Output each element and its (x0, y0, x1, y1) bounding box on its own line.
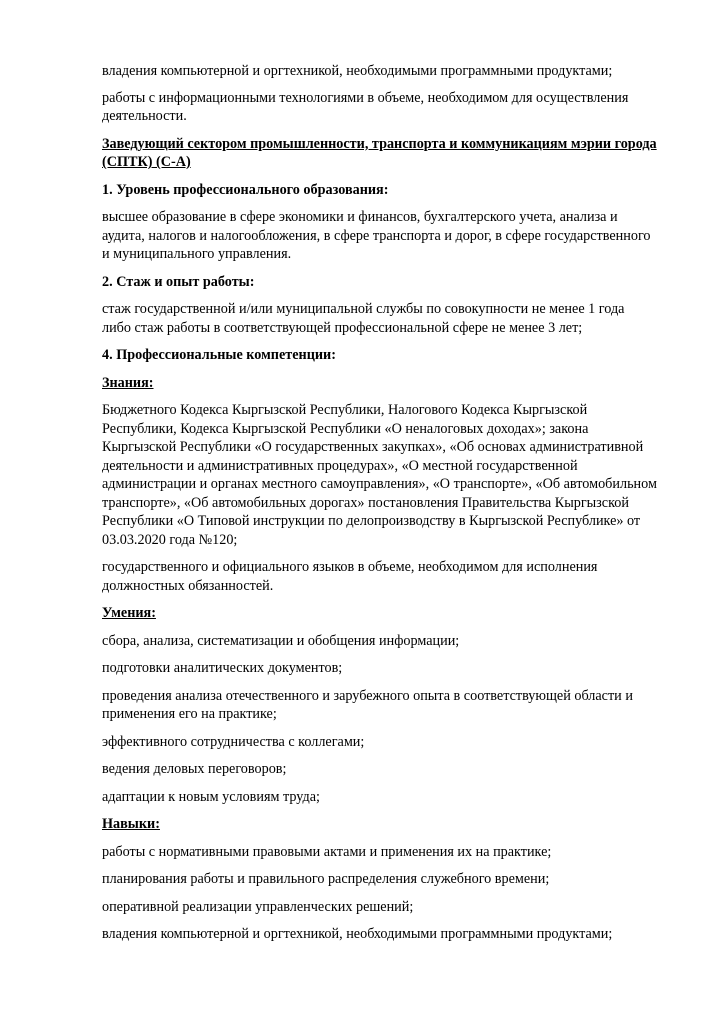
text-line: стаж государственной и/или муниципальной службы по совокупности не менее 1 года (102, 301, 625, 317)
paragraph-computer-skills (102, 62, 682, 81)
text-line: адаптации к новым условиям труда; (102, 788, 320, 805)
text-line: деятельности и административных процедурах», «О местной государственной (102, 457, 578, 474)
abilities-item (102, 870, 682, 889)
paragraph-it-skills (102, 89, 682, 126)
text-line: Заведующий сектором промышленности, транспорта и коммуникациям мэрии города (102, 135, 657, 152)
text-line: применения его на практике; (102, 706, 277, 722)
text-line: 03.03.2020 года №120; (102, 531, 238, 548)
text-line: эффективного сотрудничества с коллегами; (102, 733, 365, 750)
text-line: владения компьютерной и оргтехникой, необходимыми программными продуктами; (102, 63, 613, 79)
text-line: Знания: (102, 374, 154, 391)
text-line: работы с нормативными правовыми актами и применения их на практике; (102, 843, 552, 860)
text-line: Кыргызской Республики «О государственных закупках», «Об основах административной (102, 439, 644, 455)
text-line: 4. Профессиональные компетенции: (102, 347, 336, 363)
text-line: 1. Уровень профессионального образования: (102, 181, 389, 198)
text-line: 2. Стаж и опыт работы: (102, 273, 255, 290)
text-line: Навыки: (102, 816, 160, 832)
skills-item (102, 788, 682, 807)
text-line: деятельности. (102, 108, 187, 124)
text-line: либо стаж работы в соответствующей профессиональной сфере не менее 3 лет; (102, 319, 583, 336)
text-line: ведения деловых переговоров; (102, 761, 287, 777)
text-line: подготовки аналитических документов; (102, 660, 343, 676)
text-line: должностных обязанностей. (102, 577, 274, 594)
skills-item (102, 659, 682, 678)
abilities-item (102, 843, 682, 862)
skills-item (102, 760, 682, 779)
knowledge-legal-acts (102, 401, 682, 549)
text-line: планирования работы и правильного распределения служебного времени; (102, 871, 550, 887)
text-line: Бюджетного Кодекса Кыргызской Республики, Налогового Кодекса Кыргызской (102, 402, 588, 418)
text-line: Республики «О Типовой инструкции по делопроизводству в Кыргызской Республике» от (102, 513, 641, 529)
abilities-heading (102, 815, 682, 834)
text-line: (СПТК) (С-А) (102, 154, 191, 170)
text-line: оперативной реализации управленческих решений; (102, 898, 414, 915)
text-line: аудита, налогов и налогообложения, в сфере транспорта и дорог, в сфере государственного (102, 227, 651, 244)
skills-item (102, 733, 682, 752)
text-line: Умения: (102, 605, 156, 621)
education-heading (102, 181, 682, 200)
abilities-item (102, 898, 682, 917)
text-line: государственного и официального языков в объеме, необходимом для исполнения (102, 559, 598, 575)
text-line: и муниципального управления. (102, 246, 292, 262)
knowledge-heading (102, 374, 682, 393)
skills-item (102, 687, 682, 724)
skills-heading (102, 604, 682, 623)
text-line: Республики, Кодекса Кыргызской Республики «О неналоговых доходах»; закона (102, 420, 589, 437)
knowledge-languages (102, 558, 682, 595)
text-line: владения компьютерной и оргтехникой, необходимыми программными продуктами; (102, 926, 613, 942)
skills-item (102, 632, 682, 651)
text-line: работы с информационными технологиями в объеме, необходимом для осуществления (102, 89, 629, 106)
text-line: транспорте», «Об автомобильных дорогах» постановления Правительства Кыргызской (102, 494, 629, 511)
text-line: сбора, анализа, систематизации и обобщения информации; (102, 632, 460, 649)
abilities-item (102, 925, 682, 944)
education-text (102, 208, 682, 264)
document-page (102, 62, 682, 944)
position-title (102, 135, 682, 172)
competencies-heading (102, 346, 682, 365)
text-line: высшее образование в сфере экономики и финансов, бухгалтерского учета, анализа и (102, 209, 618, 225)
text-line: проведения анализа отечественного и зарубежного опыта в соответствующей области и (102, 687, 633, 704)
experience-heading (102, 273, 682, 292)
experience-text (102, 300, 682, 337)
text-line: администрации и органах местного самоуправления», «О транспорте», «Об автомобильном (102, 476, 657, 492)
